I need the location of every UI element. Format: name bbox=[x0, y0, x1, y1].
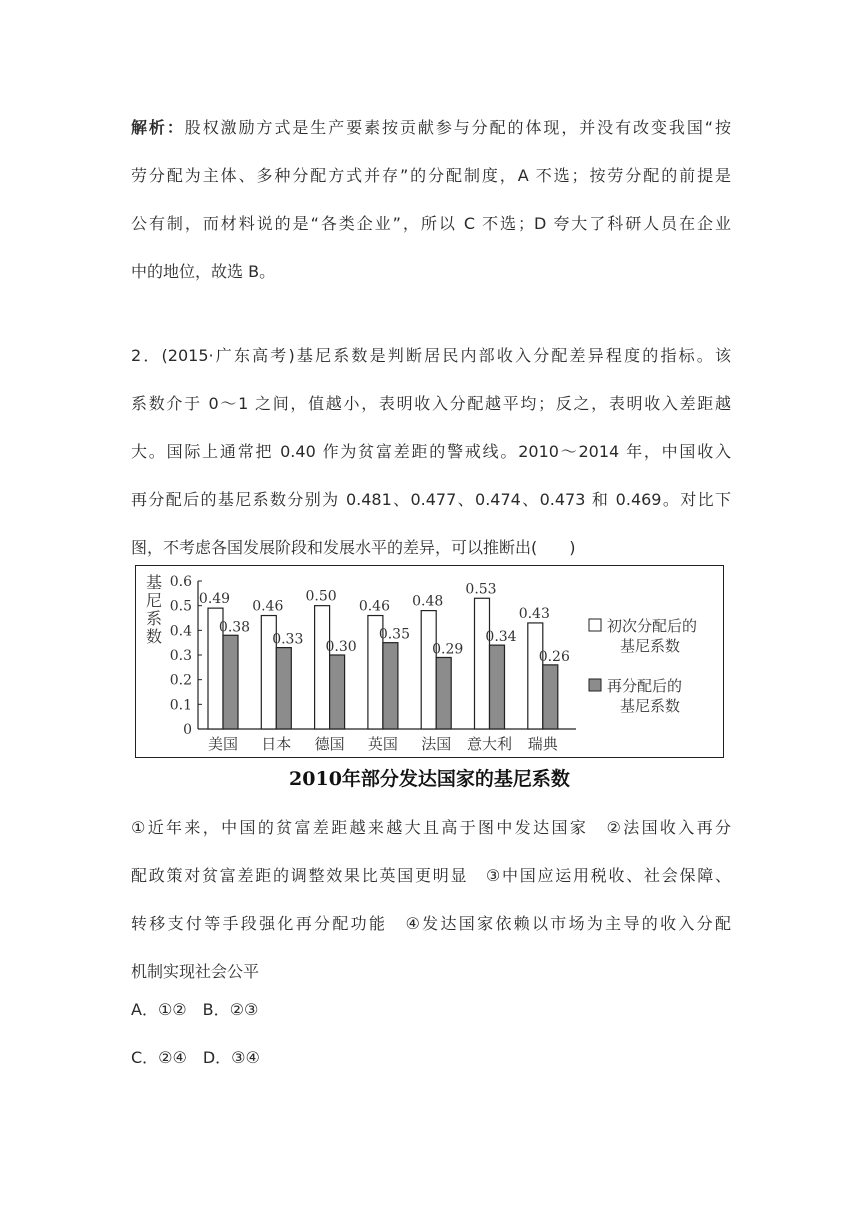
x-category-label: 意大利 bbox=[466, 735, 513, 753]
analysis-label: 解析： bbox=[131, 118, 185, 137]
statement-line: 机制实现社会公平 bbox=[131, 962, 260, 981]
legend-label: 再分配后的 bbox=[607, 677, 683, 695]
bar-redistribution bbox=[490, 645, 505, 729]
question-line: 再分配后的基尼系数分别为 0.481、0.477、0.474、0.473 和 0.469。对比下 bbox=[131, 490, 731, 509]
x-category-label: 法国 bbox=[421, 735, 452, 753]
bar-redistribution bbox=[436, 657, 451, 729]
y-tick-label: 0.1 bbox=[169, 697, 192, 714]
chart-title: 2010年部分发达国家的基尼系数 bbox=[289, 768, 570, 790]
x-category-label: 德国 bbox=[314, 735, 345, 753]
bar-primary bbox=[528, 623, 543, 729]
y-tick-label: 0.2 bbox=[169, 672, 192, 689]
bar-value-label: 0.50 bbox=[305, 588, 337, 605]
question-line: 大。国际上通常把 0.40 作为贫富差距的警戒线。2010～2014 年，中国收入 bbox=[131, 442, 731, 461]
y-tick-label: 0 bbox=[183, 722, 192, 738]
bar-value-label: 0.48 bbox=[412, 593, 444, 610]
question-line: 系数介于 0～1 之间，值越小，表明收入分配越平均；反之，表明收入差距越 bbox=[131, 394, 731, 413]
legend-swatch bbox=[589, 619, 601, 631]
chart-frame bbox=[135, 565, 724, 758]
analysis-line: 中的地位，故选 B。 bbox=[131, 262, 276, 281]
analysis-line: 解析：股权激励方式是生产要素按贡献参与分配的体现，并没有改变我国“按 bbox=[131, 118, 731, 137]
gini-bar-chart bbox=[136, 566, 725, 759]
statement-options bbox=[131, 818, 731, 1010]
bar-value-label: 0.34 bbox=[485, 629, 517, 646]
bar-primary bbox=[475, 598, 490, 729]
analysis-line: 公有制，而材料说的是“各类企业”，所以 C 不选；D 夸大了科研人员在企业 bbox=[131, 214, 731, 233]
statement-line: 转移支付等手段强化再分配功能 ④发达国家依赖以市场为主导的收入分配 bbox=[131, 914, 731, 933]
bar-value-label: 0.33 bbox=[272, 631, 304, 648]
bar-value-label: 0.38 bbox=[218, 619, 251, 636]
legend-label: 初次分配后的 bbox=[607, 617, 698, 635]
bar-redistribution bbox=[223, 635, 238, 729]
y-tick-label: 0.3 bbox=[169, 648, 192, 664]
answer-choices bbox=[131, 1000, 731, 1096]
legend-label: 基尼系数 bbox=[620, 637, 681, 655]
bar-value-label: 0.53 bbox=[465, 581, 497, 598]
bar-redistribution bbox=[383, 643, 398, 729]
y-tick-label: 0.5 bbox=[169, 598, 192, 615]
y-tick-label: 0.6 bbox=[169, 574, 192, 590]
bar-value-label: 0.43 bbox=[518, 605, 550, 622]
legend-swatch bbox=[589, 679, 601, 691]
x-category-label: 美国 bbox=[207, 735, 239, 753]
x-category-label: 瑞典 bbox=[527, 735, 558, 753]
bar-value-label: 0.46 bbox=[252, 598, 284, 615]
question-line: 图，不考虑各国发展阶段和发展水平的差异，可以推断出( ) bbox=[131, 538, 576, 557]
y-axis-label-char: 尼 bbox=[145, 591, 163, 610]
choice-row: C．②④ D．③④ bbox=[131, 1048, 260, 1067]
bar-primary bbox=[315, 606, 330, 729]
bar-value-label: 0.35 bbox=[378, 626, 410, 643]
bar-redistribution bbox=[276, 648, 291, 729]
analysis-line: 劳分配为主体、多种分配方式并存”的分配制度，A 不选；按劳分配的前提是 bbox=[131, 166, 731, 185]
question-stem bbox=[131, 346, 731, 586]
analysis-block bbox=[131, 118, 731, 310]
bar-value-label: 0.49 bbox=[198, 591, 231, 608]
statement-line: ①近年来，中国的贫富差距越来越大且高于图中发达国家 ②法国收入再分 bbox=[131, 818, 731, 837]
y-axis-label-char: 数 bbox=[145, 627, 163, 646]
x-category-label: 日本 bbox=[261, 735, 292, 753]
bar-value-label: 0.30 bbox=[325, 639, 357, 655]
bar-primary bbox=[421, 611, 436, 729]
bar-redistribution bbox=[543, 665, 558, 729]
bar-value-label: 0.46 bbox=[358, 598, 390, 615]
bar-value-label: 0.29 bbox=[432, 641, 464, 658]
x-category-label: 英国 bbox=[367, 735, 398, 753]
question-line: 2．(2015·广东高考)基尼系数是判断居民内部收入分配差异程度的指标。该 bbox=[131, 346, 731, 365]
bar-redistribution bbox=[330, 655, 345, 729]
choice-row: A．①② B．②③ bbox=[131, 1000, 259, 1019]
y-tick-label: 0.4 bbox=[169, 623, 192, 640]
bar-value-label: 0.26 bbox=[538, 648, 570, 665]
y-axis-label-char: 系 bbox=[145, 609, 163, 628]
statement-line: 配政策对贫富差距的调整效果比英国更明显 ③中国应运用税收、社会保障、 bbox=[131, 866, 731, 885]
y-axis-label-char: 基 bbox=[145, 573, 163, 592]
legend-label: 基尼系数 bbox=[620, 697, 681, 715]
